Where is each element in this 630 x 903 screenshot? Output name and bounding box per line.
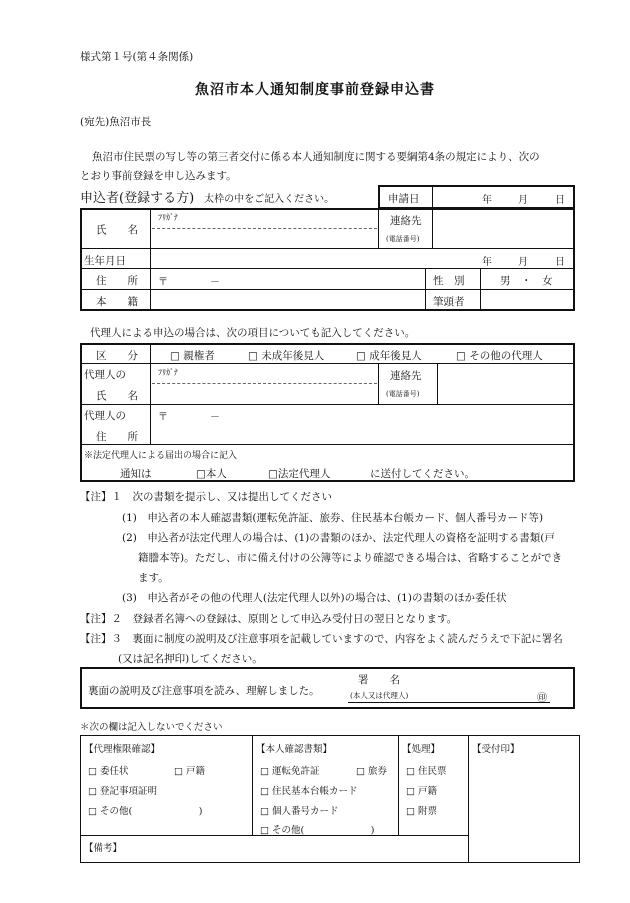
- birth-month[interactable]: 月: [518, 257, 528, 268]
- remarks-title: 【備考】: [84, 843, 123, 854]
- authority-other-checkbox[interactable]: □ その他( ): [88, 806, 203, 817]
- agent-contact-label: 連絡先: [390, 370, 422, 382]
- notify-self-checkbox[interactable]: □本人: [196, 468, 227, 480]
- notify-legal-checkbox[interactable]: □法定代理人: [268, 468, 331, 480]
- divider: [80, 363, 575, 364]
- note-1-item-2c: ます。: [138, 572, 169, 584]
- agent-address-label-2: 住 所: [96, 431, 138, 443]
- authority-family-register-checkbox[interactable]: □ 戸籍: [174, 766, 205, 777]
- process-title: 【処理】: [402, 744, 441, 755]
- signature-label: 署 名: [358, 674, 400, 686]
- note-1-item-3: (3) 申込者がその他の代理人(法定代理人以外)の場合は、(1)の書類のほか委任状: [122, 592, 507, 604]
- divider: [80, 289, 575, 290]
- authority-registry-checkbox[interactable]: □ 登記事項証明: [88, 786, 157, 797]
- divider: [425, 268, 426, 311]
- agent-furigana-label: ﾌﾘｶﾞﾅ: [158, 368, 178, 377]
- household-head-input[interactable]: [484, 292, 572, 308]
- note-3b: (又は記名押印)してください。: [118, 653, 263, 665]
- application-date-year[interactable]: 年: [482, 195, 492, 206]
- divider: [432, 185, 433, 209]
- application-date-day[interactable]: 日: [555, 195, 565, 206]
- furigana-divider: [152, 228, 377, 229]
- id-other-checkbox[interactable]: □ その他( ): [260, 825, 375, 836]
- agent-option-adult-guardian[interactable]: □ 成年後見人: [356, 350, 422, 362]
- domicile-input[interactable]: [157, 292, 422, 308]
- divider: [378, 363, 379, 404]
- divider: [80, 248, 575, 249]
- signature-underline: [348, 702, 550, 703]
- domicile-label: 本 籍: [96, 296, 138, 308]
- agent-option-parent[interactable]: □ 親権者: [170, 350, 215, 362]
- agent-option-minor-guardian[interactable]: □ 未成年後見人: [248, 350, 325, 362]
- divider: [437, 363, 438, 404]
- agent-address-input[interactable]: [157, 406, 572, 442]
- agent-furigana-divider: [152, 383, 377, 384]
- agent-intro: 代理人による申込の場合は、次の項目についても記入してください。: [90, 327, 416, 339]
- signature-sublabel: (本人又は代理人): [350, 691, 409, 700]
- note-1-title: 【注】１ 次の書類を提示し、又は提出してください: [80, 491, 332, 503]
- id-docs-title: 【本人確認書類】: [256, 744, 333, 755]
- divider: [80, 444, 575, 445]
- birthdate-label: 生年月日: [84, 255, 126, 267]
- signature-input[interactable]: [350, 686, 530, 701]
- divider: [480, 268, 481, 311]
- application-date-month[interactable]: 月: [518, 195, 528, 206]
- id-passport-checkbox[interactable]: □ 旅券: [356, 766, 387, 777]
- id-mynumber-card-checkbox[interactable]: □ 個人番号カード: [260, 806, 339, 817]
- authority-title: 【代理権限確認】: [84, 744, 161, 755]
- process-resident-checkbox[interactable]: □ 住民票: [406, 766, 447, 777]
- agent-option-other[interactable]: □ その他の代理人: [456, 350, 543, 362]
- note-1-item-2a: (2) 申込者が法定代理人の場合は、(1)の書類のほか、法定代理人の資格を証明する書類(戸: [122, 532, 555, 544]
- addressee: (宛先)魚沼市長: [80, 116, 152, 128]
- intro-line-2: とおり事前登録を申し込みます。: [80, 170, 237, 182]
- agent-name-label-1: 代理人の: [84, 369, 126, 381]
- postal-dash: －: [210, 277, 220, 288]
- notify-prefix: 通知は: [120, 468, 152, 480]
- receipt-stamp-title: 【受付印】: [472, 744, 520, 755]
- page-title: 魚沼市本人通知制度事前登録申込書: [195, 82, 435, 98]
- divider: [432, 208, 433, 248]
- phone-label: (電話番号): [386, 235, 420, 243]
- intro-text: [80, 148, 580, 186]
- contact-label: 連絡先: [390, 215, 422, 227]
- note-1-item-1: (1) 申込者の本人確認書類(運転免許証、旅券、住民基本台帳カード、個人番号カード等): [122, 512, 544, 524]
- name-label: 氏 名: [96, 224, 138, 236]
- divider: [398, 735, 399, 835]
- divider: [378, 208, 379, 248]
- birth-day[interactable]: 日: [555, 257, 565, 268]
- name-furigana-label: ﾌﾘｶﾞﾅ: [158, 213, 178, 222]
- agent-name-input[interactable]: [157, 386, 372, 401]
- address-input[interactable]: [157, 271, 422, 287]
- process-attachment-checkbox[interactable]: □ 附票: [406, 806, 437, 817]
- id-resident-card-checkbox[interactable]: □ 住民基本台帳カード: [260, 786, 358, 797]
- divider: [80, 404, 575, 405]
- postal-mark: 〒: [158, 277, 168, 288]
- note-2: 【注】２ 登録者名簿への登録は、原則として申込み受付日の翌日となります。: [80, 613, 458, 625]
- office-use-note: ＊次の欄は記入しないでください: [80, 722, 223, 733]
- sex-label: 性 別: [433, 275, 465, 287]
- agent-category-label: 区 分: [96, 350, 138, 362]
- intro-line-1: 魚沼市住民票の写し等の第三者交付に係る本人通知制度に関する要綱第4条の規定により、次の: [92, 151, 540, 163]
- applicant-heading-note: 太枠の中をご記入ください。: [204, 194, 335, 205]
- household-head-label: 筆頭者: [433, 296, 465, 308]
- divider: [252, 735, 253, 835]
- divider: [150, 208, 151, 311]
- applicant-heading: [80, 187, 334, 206]
- phone-input[interactable]: [436, 212, 572, 244]
- sex-options[interactable]: 男 ・ 女: [500, 275, 553, 287]
- form-number: 様式第１号(第４条関係): [80, 51, 194, 63]
- note-1-item-2b: 籍謄本等)。ただし、市に備え付けの公簿等により確認できる場合は、省略することができ: [138, 552, 563, 564]
- divider: [150, 343, 151, 444]
- applicant-heading-text: 申込者(登録する方): [80, 191, 195, 206]
- divider: [468, 735, 469, 863]
- legal-agent-note: ※法定代理人による届出の場合に記入: [84, 451, 238, 461]
- agent-address-label-1: 代理人の: [84, 410, 126, 422]
- process-family-register-checkbox[interactable]: □ 戸籍: [406, 786, 437, 797]
- authority-proxy-checkbox[interactable]: □ 委任状: [88, 766, 129, 777]
- application-date-label: 申請日: [388, 193, 420, 205]
- signature-statement: 裏面の説明及び注意事項を読み、理解しました。: [88, 685, 320, 697]
- address-label: 住 所: [96, 275, 138, 287]
- id-license-checkbox[interactable]: □ 運転免許証: [260, 766, 320, 777]
- agent-name-label-2: 氏 名: [96, 390, 138, 402]
- agent-postal-dash: －: [210, 412, 220, 423]
- divider: [80, 268, 575, 269]
- agent-phone-label: (電話番号): [386, 390, 420, 398]
- notify-suffix: に送付してください。: [370, 468, 475, 480]
- agent-postal-mark: 〒: [158, 412, 168, 423]
- agent-phone-input[interactable]: [441, 367, 572, 401]
- note-3a: 【注】３ 裏面に制度の説明及び注意事項を記載していますので、内容をよく読んだうえで下記に署名: [80, 633, 563, 645]
- birth-year[interactable]: 年: [482, 257, 492, 268]
- seal-icon: ㊞: [537, 693, 547, 704]
- name-input[interactable]: [157, 232, 372, 246]
